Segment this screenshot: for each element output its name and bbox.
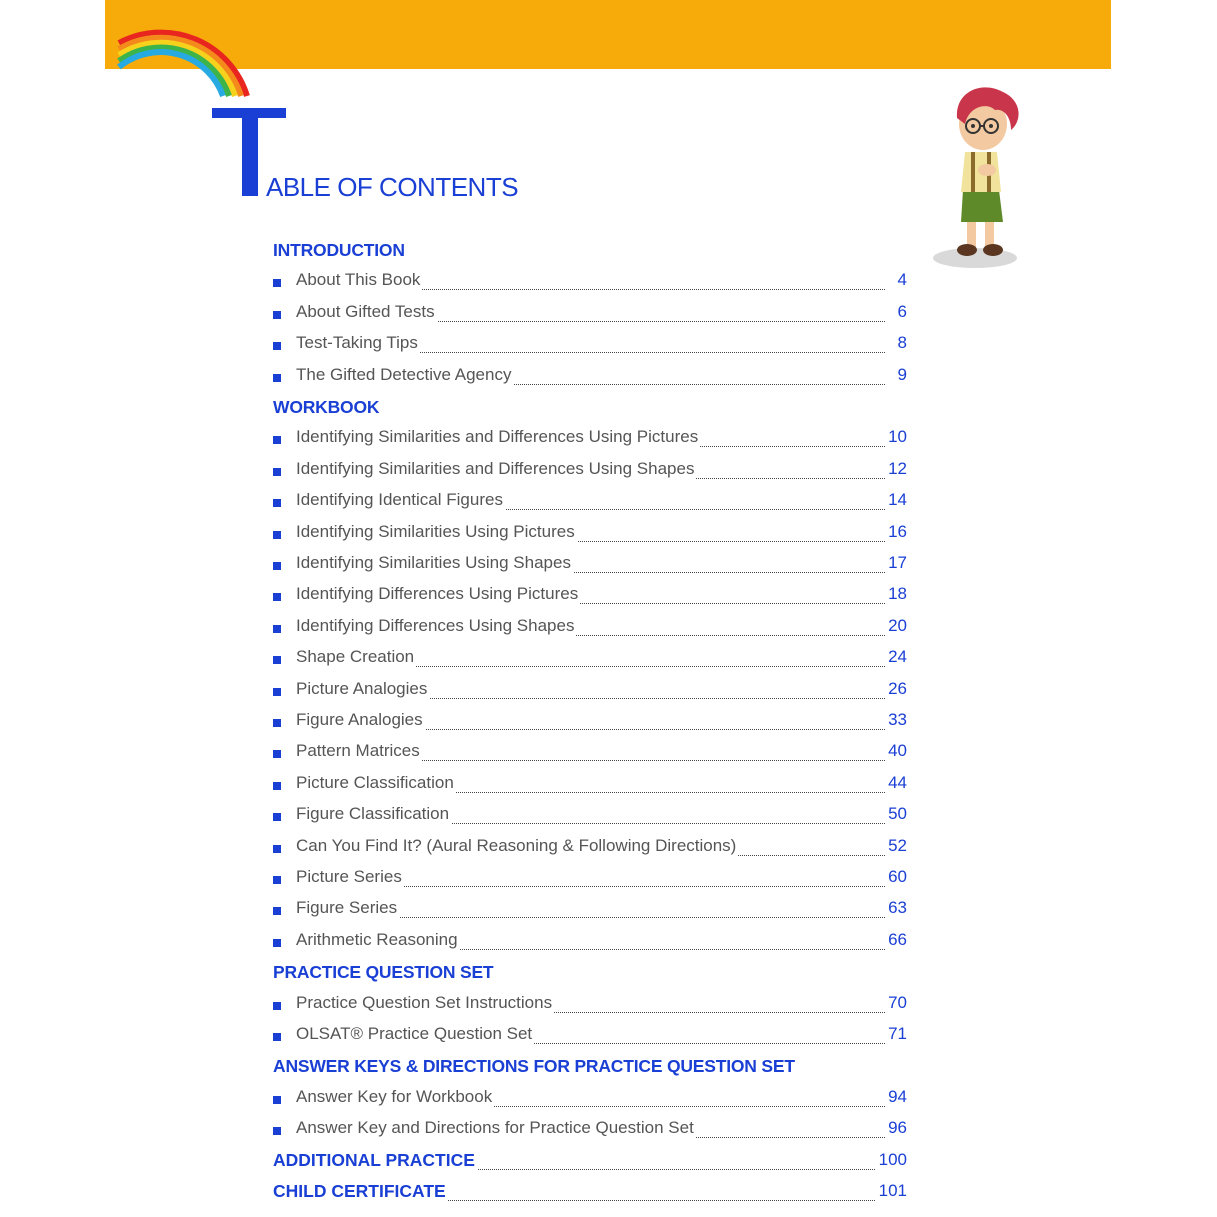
toc-entry[interactable]	[273, 266, 907, 297]
bullet-icon	[273, 342, 281, 350]
toc-entry-page: 33	[888, 710, 907, 729]
toc-entry[interactable]	[273, 989, 907, 1020]
toc-entry[interactable]	[273, 329, 907, 360]
toc-entry[interactable]	[273, 800, 907, 831]
toc-entry-label: Identifying Similarities and Differences Using Pictures	[296, 427, 699, 447]
bullet-icon	[273, 468, 281, 476]
section-heading: WORKBOOK	[273, 397, 380, 417]
page-title: ABLE OF CONTENTS	[266, 172, 519, 202]
toc-entry-page: 52	[888, 835, 907, 855]
toc-entry-label: Test-Taking Tips	[296, 333, 418, 353]
toc-entry[interactable]	[273, 298, 907, 329]
toc-entry[interactable]	[273, 1020, 907, 1051]
bullet-icon	[273, 499, 281, 507]
toc-entry-page: 101	[878, 1181, 907, 1200]
bullet-icon	[273, 1033, 281, 1041]
toc-entry-label: Figure Analogies	[296, 710, 423, 729]
toc-entry[interactable]	[273, 737, 907, 768]
toc-entry-page: 40	[888, 741, 907, 761]
toc-entry-page: 14	[888, 490, 907, 510]
toc-entry-page: 18	[888, 584, 907, 604]
bullet-icon	[273, 907, 281, 915]
bullet-icon	[273, 750, 281, 758]
header-banner	[105, 0, 1111, 69]
toc-entry-page: 6	[897, 301, 907, 321]
bullet-icon	[273, 436, 281, 444]
bullet-icon	[273, 813, 281, 821]
main-toc-entry[interactable]	[273, 1177, 907, 1208]
toc-entry[interactable]	[273, 518, 907, 549]
toc-entry-label: The Gifted Detective Agency	[296, 364, 512, 384]
toc-entry-label: Practice Question Set Instructions	[296, 992, 553, 1012]
toc-entry[interactable]	[273, 549, 907, 580]
toc-entry-page: 17	[888, 553, 907, 572]
toc-entry-label: OLSAT® Practice Question Set	[296, 1024, 533, 1043]
toc-entry[interactable]	[273, 361, 907, 392]
toc-entry-label: Identifying Identical Figures	[296, 490, 503, 510]
toc-entry-label: Answer Key and Directions for Practice Question Set	[296, 1118, 694, 1138]
bullet-icon	[273, 1127, 281, 1135]
toc-entry-label: About Gifted Tests	[296, 301, 435, 321]
toc-entry-page: 66	[888, 929, 907, 949]
main-toc-entry-label: CHILD CERTIFICATE	[273, 1181, 446, 1201]
toc-entry-label: Answer Key for Workbook	[296, 1086, 493, 1106]
toc-entry-label: Picture Classification	[296, 772, 454, 792]
toc-entry-page: 63	[888, 898, 907, 918]
bullet-icon	[273, 279, 281, 287]
toc-entry[interactable]	[273, 486, 907, 517]
toc-entry[interactable]	[273, 423, 907, 454]
toc-entry[interactable]	[273, 612, 907, 643]
toc-entry[interactable]	[273, 706, 907, 737]
toc-entry[interactable]	[273, 894, 907, 925]
toc-entry-label: Can You Find It? (Aural Reasoning & Following Directions)	[296, 835, 737, 855]
bullet-icon	[273, 845, 281, 853]
toc-entry-label: Arithmetic Reasoning	[296, 929, 458, 949]
toc-entry-label: About This Book	[296, 270, 421, 290]
toc-entry-page: 71	[888, 1024, 907, 1043]
rainbow-icon	[105, 0, 255, 100]
bullet-icon	[273, 939, 281, 947]
toc-entry-label: Picture Analogies	[296, 678, 428, 698]
bullet-icon	[273, 1096, 281, 1104]
toc-entry-page: 26	[888, 678, 907, 698]
toc-entry[interactable]	[273, 832, 907, 863]
section-heading: PRACTICE QUESTION SET	[273, 962, 494, 983]
section-heading: ANSWER KEYS & DIRECTIONS FOR PRACTICE QUESTION SET	[273, 1056, 795, 1077]
toc-entry-label: Figure Classification	[296, 804, 450, 824]
bullet-icon	[273, 688, 281, 696]
toc-entry[interactable]	[273, 1114, 907, 1145]
toc-entry-page: 10	[888, 427, 907, 447]
toc-entry-page: 24	[888, 647, 907, 667]
toc-entry[interactable]	[273, 675, 907, 706]
title-t-stem	[242, 108, 258, 196]
toc-entry-label: Identifying Similarities and Differences Using Shapes	[296, 458, 695, 478]
toc-entry-label: Shape Creation	[296, 647, 415, 667]
toc-entry[interactable]	[273, 455, 907, 486]
bullet-icon	[273, 782, 281, 790]
toc-entry-page: 44	[888, 772, 907, 792]
main-toc-entry[interactable]	[273, 1146, 907, 1177]
bullet-icon	[273, 876, 281, 884]
toc-entry-page: 9	[897, 364, 907, 384]
toc-entry[interactable]	[273, 643, 907, 674]
toc-entry-page: 70	[888, 992, 907, 1012]
toc-entry-page: 100	[878, 1149, 907, 1169]
toc-entry[interactable]	[273, 1083, 907, 1114]
toc-entry-label: Pattern Matrices	[296, 741, 420, 761]
toc-entry-label: Figure Series	[296, 898, 398, 918]
toc-entry-page: 12	[888, 458, 907, 478]
toc-entry-page: 8	[897, 333, 907, 353]
toc-entry-label: Identifying Similarities Using Pictures	[296, 521, 575, 541]
bullet-icon	[273, 593, 281, 601]
toc-entry[interactable]	[273, 769, 907, 800]
toc-entry[interactable]	[273, 863, 907, 894]
bullet-icon	[273, 531, 281, 539]
toc-entry-page: 50	[888, 804, 907, 824]
bullet-icon	[273, 656, 281, 664]
toc-entry-page: 96	[888, 1118, 907, 1138]
toc-entry-label: Identifying Differences Using Pictures	[296, 584, 579, 604]
bullet-icon	[273, 562, 281, 570]
bullet-icon	[273, 625, 281, 633]
toc-entry[interactable]	[273, 926, 907, 957]
toc-entry-label: Picture Series	[296, 867, 402, 886]
toc-entry-page: 60	[888, 867, 907, 886]
toc-entry-page: 16	[888, 521, 907, 541]
toc-entry-page: 4	[897, 270, 907, 290]
toc-entry-page: 94	[888, 1086, 907, 1106]
boy-illustration	[925, 80, 1045, 280]
toc-entry[interactable]	[273, 580, 907, 611]
section-heading: INTRODUCTION	[273, 240, 405, 260]
toc-entry-page: 20	[888, 615, 907, 635]
bullet-icon	[273, 719, 281, 727]
toc-entry-label: Identifying Similarities Using Shapes	[296, 553, 571, 572]
bullet-icon	[273, 1002, 281, 1010]
toc-entry-label: Identifying Differences Using Shapes	[296, 615, 575, 635]
main-toc-entry-label: ADDITIONAL PRACTICE	[273, 1149, 475, 1170]
bullet-icon	[273, 374, 281, 382]
bullet-icon	[273, 311, 281, 319]
